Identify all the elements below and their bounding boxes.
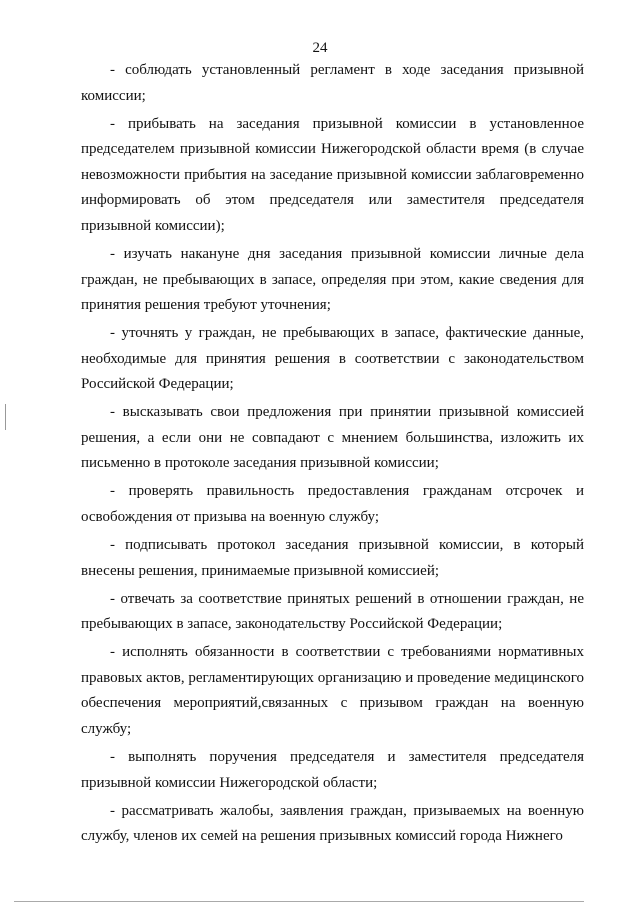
bottom-edge-line bbox=[14, 901, 584, 902]
list-item: - высказывать свои предложения при принятии призывной комиссией решения, а если они не совпадают с мнением большинства, изложить их письменно в протоколе заседания призывной комиссии; bbox=[81, 404, 584, 472]
list-item: - проверять правильность предоставления гражданам отсрочек и освобождения от призыва на военную службу; bbox=[81, 483, 584, 526]
page-number: 24 bbox=[312, 40, 328, 56]
list-item: - прибывать на заседания призывной комиссии в установленное председателем призывной комиссии Нижегородской области время (в случае невозможности прибытия на заседание призывной комиссии заблаговременно информировать об этом председателя или заместителя председателя призывной комиссии); bbox=[81, 115, 584, 234]
list-item: - рассматривать жалобы, заявления граждан, призываемых на военную службу, членов их семей на решения призывных комиссий города Нижнего bbox=[81, 802, 584, 845]
list-item: - уточнять у граждан, не пребывающих в запасе, фактические данные, необходимые для принятия решения в соответствии с законодательством Российской Федерации; bbox=[81, 325, 584, 393]
list-item: - подписывать протокол заседания призывной комиссии, в который внесены решения, принимаемые призывной комиссией; bbox=[81, 537, 584, 579]
list-item: - отвечать за соответствие принятых решений в отношении граждан, не пребывающих в запасе, законодательству Российской Федерации; bbox=[81, 590, 584, 633]
list-item: - выполнять поручения председателя и заместителя председателя призывной комиссии Нижегородской области; bbox=[81, 748, 584, 791]
list-item: - исполнять обязанности в соответствии с требованиями нормативных правовых актов, регламентирующих организацию и проведение медицинского обеспечения мероприятий,связанных с призывом граждан на военную службу; bbox=[81, 644, 584, 737]
margin-mark bbox=[5, 404, 6, 430]
duties-list bbox=[81, 58, 584, 852]
list-item: - соблюдать установленный регламент в ходе заседания призывной комиссии; bbox=[81, 62, 584, 104]
list-item: - изучать накануне дня заседания призывной комиссии личные дела граждан, не пребывающих в запасе, определяя при этом, какие сведения для принятия решения требуют уточнения; bbox=[81, 245, 584, 314]
